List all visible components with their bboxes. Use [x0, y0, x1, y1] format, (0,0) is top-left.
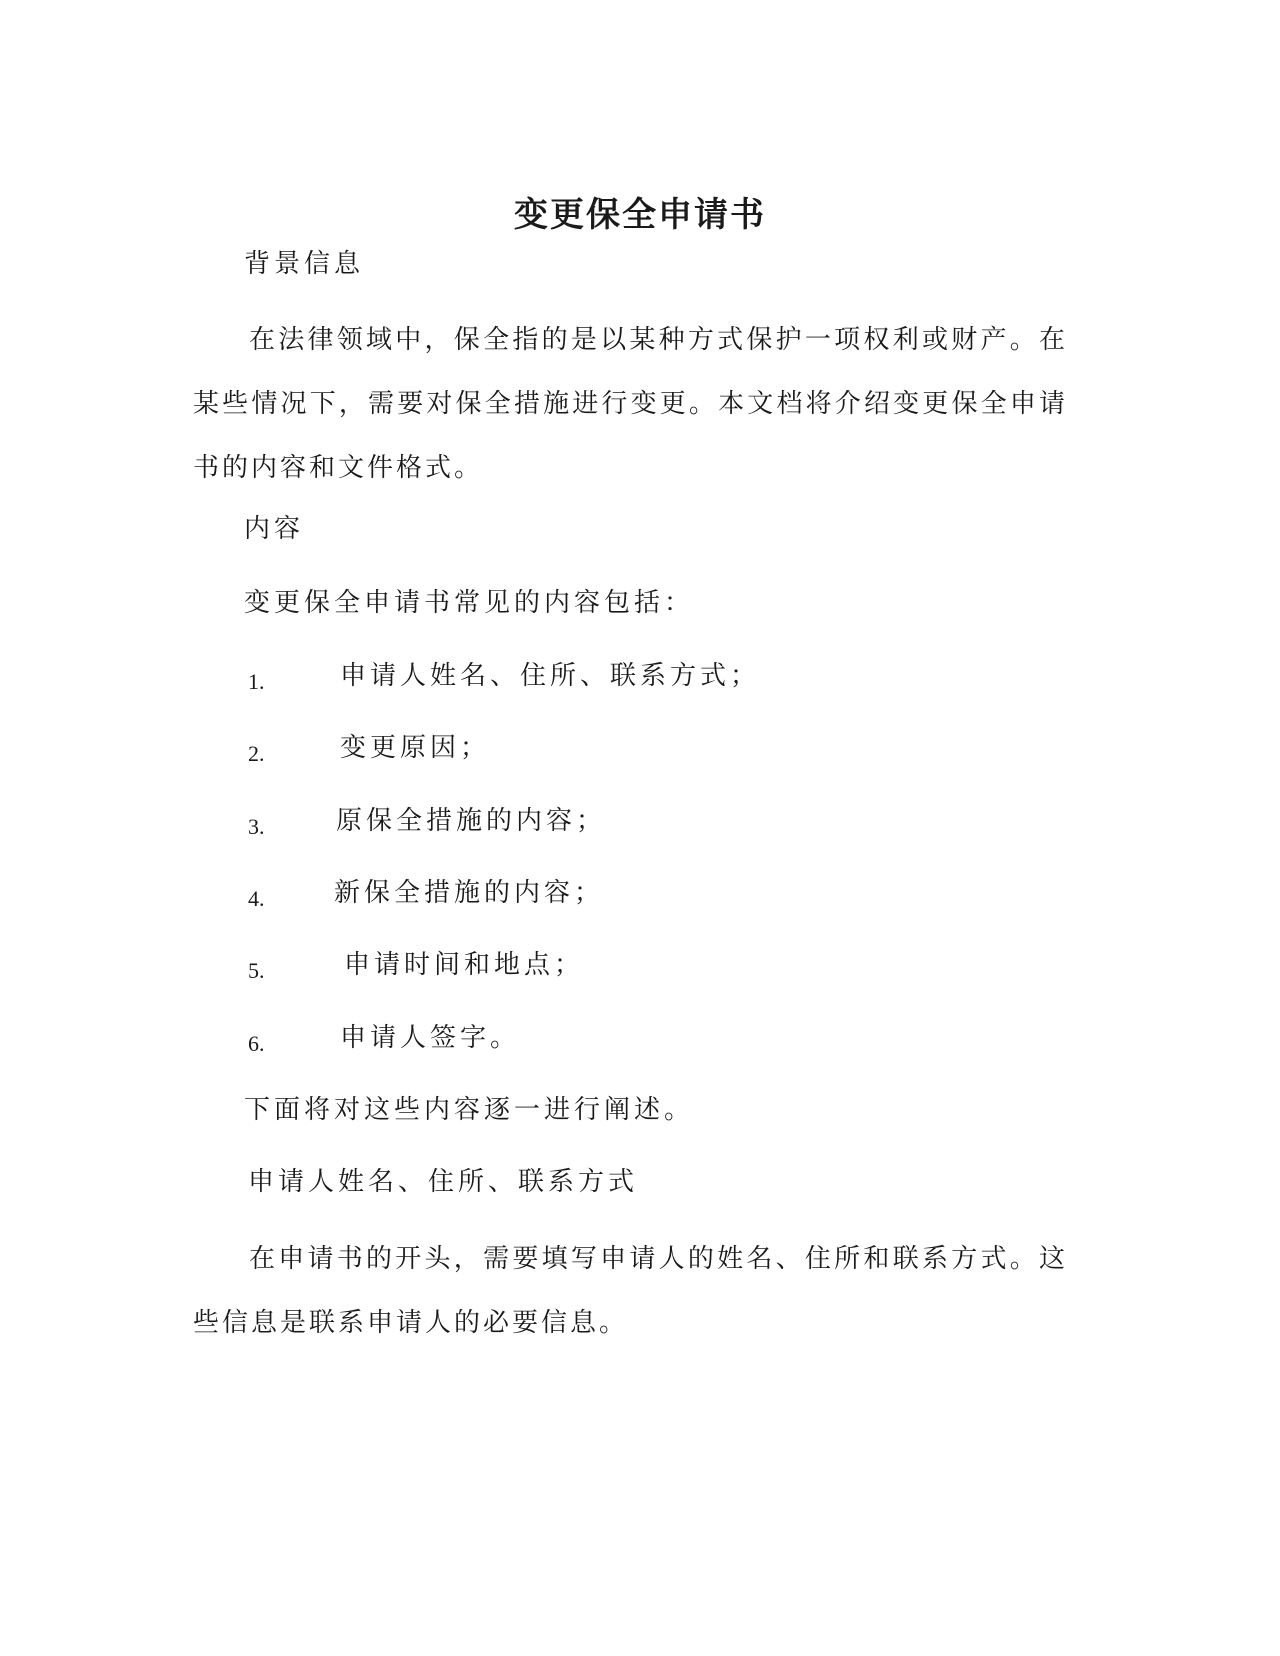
list-item-text: 新保全措施的内容；	[334, 878, 605, 908]
list-item-text: 变更原因；	[340, 733, 491, 763]
list-item-number: 2.	[248, 741, 265, 766]
after-list-text: 下面将对这些内容逐一进行阐述。	[244, 1095, 695, 1125]
list-item-text: 申请人签字。	[340, 1023, 521, 1053]
section-heading-content: 内容	[244, 514, 305, 544]
list-item-text: 申请时间和地点；	[344, 950, 585, 980]
content-intro: 变更保全申请书常见的内容包括：	[244, 588, 695, 618]
list-item-number: 4.	[248, 886, 265, 911]
list-item-number: 5.	[248, 958, 265, 983]
section-heading-applicant: 申请人姓名、住所、联系方式	[248, 1167, 639, 1197]
list-item-number: 6.	[248, 1031, 265, 1056]
paragraph-applicant: 在申请书的开头，需要填写申请人的姓名、住所和联系方式。这些信息是联系申请人的必要信息。	[193, 1244, 1068, 1338]
list-item-text: 原保全措施的内容；	[336, 806, 607, 836]
document-title: 变更保全申请书	[514, 195, 766, 235]
paragraph-background: 在法律领域中，保全指的是以某种方式保护一项权利或财产。在某些情况下，需要对保全措施进行变更。本文档将介绍变更保全申请书的内容和文件格式。	[193, 325, 1068, 483]
list-item-text: 申请人姓名、住所、联系方式；	[340, 661, 761, 691]
list-item-number: 3.	[248, 814, 265, 839]
list-item-number: 1.	[248, 669, 265, 694]
section-heading-background: 背景信息	[244, 249, 365, 279]
